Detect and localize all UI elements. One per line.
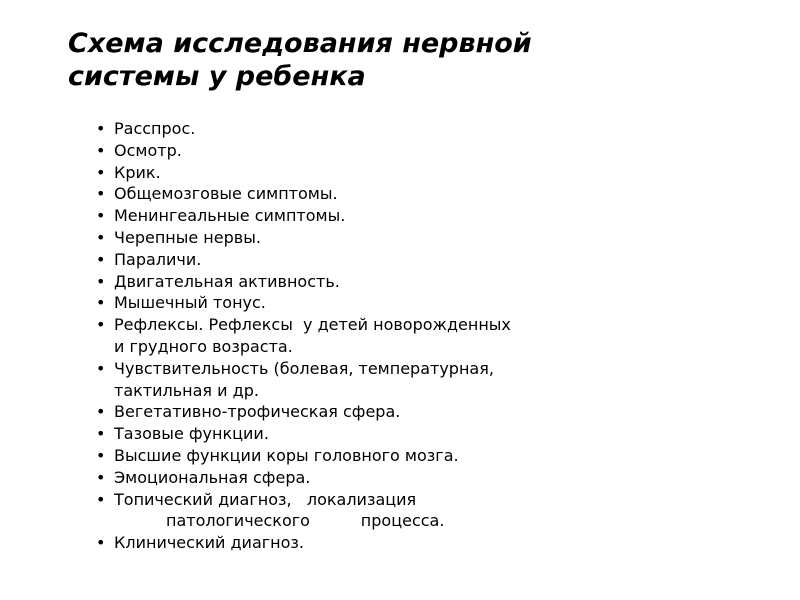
bullet-icon: • — [96, 162, 106, 182]
bullet-icon: • — [96, 206, 106, 226]
bullet-icon: • — [96, 358, 106, 378]
list-item-reflexes — [96, 314, 696, 358]
list-item-paralyses — [96, 249, 696, 271]
bullet-icon: • — [96, 489, 106, 509]
list-item-rassprос — [96, 118, 696, 140]
slide-title-line-2: системы у ребенка — [68, 61, 366, 92]
list-item-higher-cortical-functions — [96, 445, 696, 467]
list-item-text: Крик. — [114, 162, 161, 182]
list-item-motor-activity — [96, 271, 696, 293]
list-item-vegetative-trophic — [96, 401, 696, 423]
list-item-text: Менингеальные симптомы. — [114, 206, 346, 226]
list-item-osmotr — [96, 140, 696, 162]
list-item-muscle-tone — [96, 292, 696, 314]
list-item-text: Двигательная активность. — [114, 271, 340, 291]
list-item-text: Осмотр. — [114, 140, 182, 160]
bullet-icon: • — [96, 249, 106, 269]
bullet-icon: • — [96, 184, 106, 204]
list-item-krik — [96, 162, 696, 184]
list-item-text: Высшие функции коры головного мозга. — [114, 445, 459, 465]
bullet-icon: • — [96, 402, 106, 422]
bullet-icon: • — [96, 315, 106, 335]
bullet-icon: • — [96, 227, 106, 247]
list-item-text: Чувствительность (болевая, температурная, — [114, 358, 494, 378]
list-item-text: Клинический диагноз. — [114, 533, 304, 553]
bullet-list — [96, 118, 696, 554]
bullet-icon: • — [96, 293, 106, 313]
list-item-text: Расспрос. — [114, 119, 196, 138]
list-item-topical-diagnosis — [96, 489, 696, 533]
list-item-cranial-nerves — [96, 227, 696, 249]
list-item-meningeal-symptoms — [96, 205, 696, 227]
list-item-text: Мышечный тонус. — [114, 293, 266, 313]
list-item-clinical-diagnosis — [96, 532, 696, 554]
bullet-icon: • — [96, 424, 106, 444]
list-item-text: Общемозговые симптомы. — [114, 184, 338, 204]
list-item-emotional-sphere — [96, 467, 696, 489]
list-item-text: Рефлексы. Рефлексы у детей новорожденных — [114, 315, 511, 335]
bullet-icon: • — [96, 467, 106, 487]
list-item-text: Параличи. — [114, 249, 202, 269]
list-item-text: Топический диагноз, локализация — [114, 489, 417, 509]
bullet-icon: • — [96, 533, 106, 553]
bullet-icon: • — [96, 119, 106, 138]
bullet-icon: • — [96, 445, 106, 465]
list-item-sensitivity — [96, 358, 696, 402]
list-item-text: Черепные нервы. — [114, 227, 261, 247]
list-item-text: Вегетативно-трофическая сфера. — [114, 402, 401, 422]
list-item-text-continued: и грудного возраста. — [114, 336, 293, 356]
bullet-icon: • — [96, 140, 106, 160]
list-item-text-continued: патологического процесса. — [166, 511, 445, 531]
list-item-text: Эмоциональная сфера. — [114, 467, 311, 487]
list-item-text: Тазовые функции. — [114, 424, 269, 444]
list-item-cerebral-symptoms — [96, 183, 696, 205]
slide-title — [68, 27, 768, 93]
list-item-text-continued: тактильная и др. — [114, 380, 259, 400]
list-item-pelvic-functions — [96, 423, 696, 445]
slide-title-line-1: Схема исследования нервной — [68, 28, 532, 59]
bullet-icon: • — [96, 271, 106, 291]
